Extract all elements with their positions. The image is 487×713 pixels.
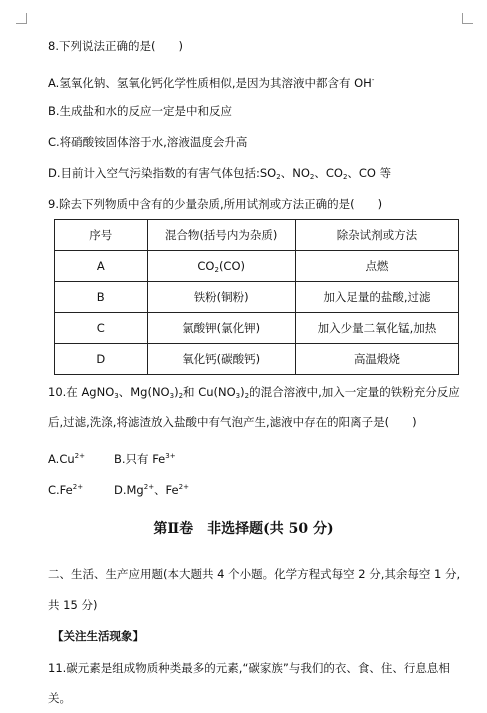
part2-heading-line-1: 二、生活、生产应用题(本大题共 4 个小题。化学方程式每空 2 分,其余每空 1 分, xyxy=(48,567,461,581)
row-id: D xyxy=(55,344,148,375)
q10-option-c: $C.Fe^{2+}$ xyxy=(48,483,84,497)
q9-options-table xyxy=(54,219,459,375)
row-method: 高温煅烧 xyxy=(295,344,458,375)
row-id: C xyxy=(55,313,148,344)
margin-corner-mark-left xyxy=(16,13,27,24)
q11-line-1: 11.碳元素是组成物质种类最多的元素,“碳家族”与我们的衣、食、住、行息息相 xyxy=(48,661,450,675)
q8-option-b: B.生成盐和水的反应一定是中和反应 xyxy=(48,104,233,118)
row-method: 加入足量的盐酸,过滤 xyxy=(295,282,458,313)
table-row xyxy=(55,344,459,375)
q8-option-d: D.目前计入空气污染指数的有害气体包括$:SO_2$、$NO_2$、$CO_2$、CO 等 xyxy=(48,166,392,181)
table-header: 混合物(括号内为杂质) xyxy=(147,220,295,251)
q10-option-d: $D.Mg^{2+}$、$Fe^{2+}$ xyxy=(114,483,189,497)
row-mixture: 氯酸钾(氯化钾) xyxy=(147,313,295,344)
table-row xyxy=(55,313,459,344)
table-header-row xyxy=(55,220,459,251)
q9-stem: 9.除去下列物质中含有的少量杂质,所用试剂或方法正确的是( ) xyxy=(48,197,383,211)
row-mixture: 铁粉(铜粉) xyxy=(147,282,295,313)
table-row xyxy=(55,251,459,282)
q10-stem-line-2: 后,过滤,洗涤,将滤渣放入盐酸中有气泡产生,滤液中存在的阳离子是( ) xyxy=(48,415,417,429)
row-method: 点燃 xyxy=(295,251,458,282)
table-header: 除杂试剂或方法 xyxy=(295,220,458,251)
q10-option-b: B.只有 $Fe^{3+}$ xyxy=(114,452,176,466)
q8-option-a: A.氢氧化钠、氢氧化钙化学性质相似,是因为其溶液中都含有 OH- xyxy=(48,76,375,90)
section-title: 第Ⅱ卷 非选择题(共 50 分) xyxy=(153,521,334,537)
q8-option-c: C.将硝酸铵固体溶于水,溶液温度会升高 xyxy=(48,135,248,149)
table-header: 序号 xyxy=(55,220,148,251)
q10-option-a: $A.Cu^{2+}$ xyxy=(48,452,85,466)
q10-stem-line-1: 10.在 AgNO$_3$、$Mg(NO_3)_2$和 $Cu(NO_3)_2$的混合溶液中,加入一定量的铁粉充分反应 xyxy=(48,385,460,400)
focus-label: 【关注生活现象】 xyxy=(52,629,144,643)
q8-stem: 8.下列说法正确的是( ) xyxy=(48,39,183,53)
row-method: 加入少量二氧化锰,加热 xyxy=(295,313,458,344)
row-mixture: 氧化钙(碳酸钙) xyxy=(147,344,295,375)
row-id: B xyxy=(55,282,148,313)
table-row xyxy=(55,282,459,313)
row-id: A xyxy=(55,251,148,282)
row-mixture: $CO_2(CO)$ xyxy=(147,251,295,282)
margin-corner-mark-right xyxy=(462,13,473,24)
q11-line-2: 关。 xyxy=(48,691,71,705)
part2-heading-line-2: 共 15 分) xyxy=(48,598,98,612)
